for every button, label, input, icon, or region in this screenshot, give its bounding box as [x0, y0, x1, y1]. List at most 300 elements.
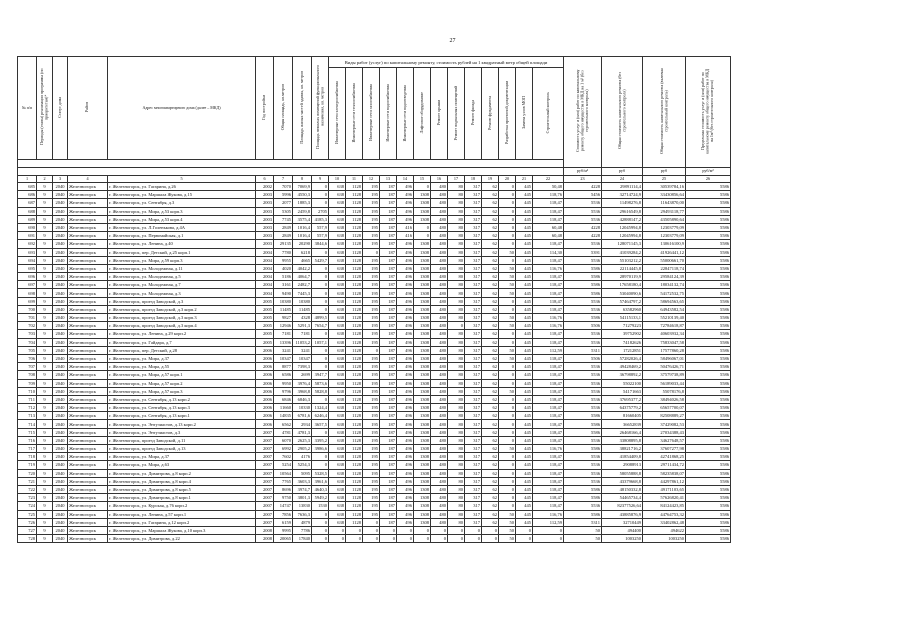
- table-cell: 118,47: [533, 363, 564, 371]
- table-cell: 2040: [53, 215, 68, 223]
- table-cell: 638: [329, 240, 346, 248]
- table-cell: 118,47: [533, 354, 564, 362]
- table-cell: 2040: [53, 183, 68, 191]
- table-cell: 705: [18, 346, 37, 354]
- table-cell: 1128: [346, 281, 363, 289]
- table-cell: 1128: [346, 387, 363, 395]
- table-cell: 5586: [686, 428, 731, 436]
- table-cell: 118,47: [533, 371, 564, 379]
- table-cell: 29493118,77: [643, 207, 686, 215]
- table-cell: 5536: [564, 477, 602, 485]
- table-cell: 84124423,85: [643, 502, 686, 510]
- table-cell: 0: [363, 535, 380, 543]
- table-cell: 0: [414, 535, 431, 543]
- table-cell: 1308: [414, 518, 431, 526]
- table-cell: 1128: [346, 518, 363, 526]
- table-cell: 2040: [53, 223, 68, 231]
- column-number: 26: [686, 176, 731, 183]
- column-number: 17: [448, 176, 465, 183]
- table-cell: 7069,9: [293, 183, 312, 191]
- table-cell: 496: [397, 273, 414, 281]
- table-row: [18, 338, 731, 346]
- table-cell: 54172532,75: [643, 289, 686, 297]
- table-cell: 480: [431, 183, 448, 191]
- table-cell: 5328,5: [312, 469, 329, 477]
- table-cell: 40603932,34: [643, 330, 686, 338]
- table-cell: 496: [397, 322, 414, 330]
- table-cell: 41039284,2: [602, 248, 643, 256]
- table-cell: 195: [363, 289, 380, 297]
- table-cell: 5291,3: [293, 322, 312, 330]
- table-cell: 2040: [53, 199, 68, 207]
- table-cell: Железногорск: [68, 264, 108, 272]
- table-cell: 445: [516, 502, 533, 510]
- table-cell: 638: [329, 322, 346, 330]
- table-cell: 706: [18, 354, 37, 362]
- table-cell: 53040090,6: [602, 289, 643, 297]
- table-cell: 0: [431, 526, 448, 534]
- table-cell: 1128: [346, 371, 363, 379]
- table-cell: 80: [448, 477, 465, 485]
- table-cell: 317: [465, 289, 482, 297]
- table-cell: г. Железногорск, ул. Мира, д.37: [108, 354, 256, 362]
- table-cell: 1308: [414, 445, 431, 453]
- table-cell: 445: [516, 436, 533, 444]
- table-cell: 0: [312, 346, 329, 354]
- table-cell: 480: [431, 420, 448, 428]
- table-row: [18, 207, 731, 215]
- column-number: 9: [312, 176, 329, 183]
- table-row: [18, 183, 731, 191]
- table-cell: 7070: [274, 183, 293, 191]
- table-cell: 1308: [414, 494, 431, 502]
- table-cell: 0: [312, 330, 329, 338]
- table-cell: 5586: [686, 469, 731, 477]
- table-cell: 445: [516, 494, 533, 502]
- table-cell: 1308: [414, 248, 431, 256]
- table-row: [18, 223, 731, 231]
- table-cell: 187: [380, 183, 397, 191]
- table-cell: 3974,7: [293, 485, 312, 493]
- table-cell: 638: [329, 289, 346, 297]
- table-cell: 2004: [256, 289, 274, 297]
- table-cell: 638: [329, 436, 346, 444]
- table-cell: 187: [380, 445, 397, 453]
- table-cell: 50: [499, 445, 516, 453]
- table-cell: 44764753,32: [643, 510, 686, 518]
- table-cell: 317: [465, 363, 482, 371]
- table-cell: 55000661,70: [643, 256, 686, 264]
- table-cell: 2007: [256, 510, 274, 518]
- table-cell: 496: [397, 518, 414, 526]
- table-cell: 2040: [53, 518, 68, 526]
- table-cell: 62: [482, 510, 499, 518]
- table-cell: 187: [380, 412, 397, 420]
- table-cell: 44297861,12: [643, 477, 686, 485]
- table-cell: 0: [312, 535, 329, 543]
- table-cell: 55022100: [602, 379, 643, 387]
- table-cell: 2007: [256, 502, 274, 510]
- table-cell: 38821716,2: [602, 445, 643, 453]
- table-cell: 11053,2: [293, 338, 312, 346]
- table-cell: 496: [397, 191, 414, 199]
- table-cell: 0: [499, 379, 516, 387]
- table-cell: 50: [499, 281, 516, 289]
- table-cell: 638: [329, 395, 346, 403]
- table-cell: Железногорск: [68, 232, 108, 240]
- table-cell: 9: [37, 485, 53, 493]
- column-number: 18: [465, 176, 482, 183]
- table-cell: 3968,8: [293, 387, 312, 395]
- table-cell: 638: [329, 485, 346, 493]
- table-cell: 1308: [414, 453, 431, 461]
- table-cell: г. Железногорск, ул. Молодежная, д.5: [108, 273, 256, 281]
- table-cell: 0: [499, 485, 516, 493]
- table-cell: 5586: [686, 199, 731, 207]
- table-cell: 128071145,3: [602, 240, 643, 248]
- table-cell: 187: [380, 256, 397, 264]
- table-cell: 1308: [414, 477, 431, 485]
- table-cell: 2040: [53, 363, 68, 371]
- table-cell: 1128: [346, 477, 363, 485]
- table-cell: 690: [18, 223, 37, 231]
- table-cell: 723: [18, 494, 37, 502]
- col-water-header: Инженерные сети водоснабжения: [380, 68, 397, 160]
- table-cell: 9: [37, 510, 53, 518]
- unit-rub-m2: руб/м²: [564, 168, 602, 176]
- table-cell: 80: [448, 363, 465, 371]
- table-cell: 1308: [414, 305, 431, 313]
- table-cell: 2040: [53, 305, 68, 313]
- column-number: 1: [18, 176, 37, 183]
- table-cell: 1308: [414, 314, 431, 322]
- table-cell: 0: [414, 232, 431, 240]
- table-cell: 5586: [686, 322, 731, 330]
- table-cell: 0: [499, 494, 516, 502]
- table-cell: г. Железногорск, ул. Молодежная, д.7: [108, 281, 256, 289]
- table-cell: 43505890,64: [643, 215, 686, 223]
- table-row: [18, 264, 731, 272]
- table-cell: 5586: [686, 445, 731, 453]
- table-cell: 195: [363, 387, 380, 395]
- table-cell: 80: [448, 338, 465, 346]
- table-cell: 55210139,40: [643, 314, 686, 322]
- table-cell: 0: [329, 535, 346, 543]
- table-cell: 9: [37, 420, 53, 428]
- table-cell: 708: [18, 371, 37, 379]
- table-cell: 0: [312, 510, 329, 518]
- table-cell: 50: [499, 346, 516, 354]
- table-cell: 82377526,64: [602, 502, 643, 510]
- table-cell: 445: [516, 273, 533, 281]
- table-cell: 118,47: [533, 297, 564, 305]
- table-cell: 50: [499, 273, 516, 281]
- table-cell: 0: [312, 354, 329, 362]
- table-cell: 5536: [564, 338, 602, 346]
- table-cell: 317: [465, 387, 482, 395]
- table-cell: г. Железногорск, ул. Мира, д.55: [108, 363, 256, 371]
- column-number: 23: [564, 176, 602, 183]
- table-cell: 48150332,8: [602, 485, 643, 493]
- table-cell: 9: [37, 330, 53, 338]
- table-cell: Железногорск: [68, 183, 108, 191]
- table-cell: 9: [37, 338, 53, 346]
- table-cell: Железногорск: [68, 477, 108, 485]
- table-cell: Железногорск: [68, 256, 108, 264]
- table-cell: 1308: [414, 354, 431, 362]
- table-cell: 187: [380, 494, 397, 502]
- table-cell: 480: [431, 232, 448, 240]
- col-roof-header: Ремонт крыши: [431, 68, 448, 160]
- table-cell: 2006: [256, 379, 274, 387]
- table-cell: 130616100,9: [643, 240, 686, 248]
- table-cell: 2005: [256, 330, 274, 338]
- table-cell: 5536: [564, 330, 602, 338]
- table-cell: Железногорск: [68, 273, 108, 281]
- column-number: 22: [533, 176, 564, 183]
- table-cell: 0: [499, 338, 516, 346]
- table-cell: 195: [363, 223, 380, 231]
- table-cell: 5586: [686, 387, 731, 395]
- table-cell: 1308: [414, 436, 431, 444]
- table-cell: 1128: [346, 289, 363, 297]
- table-cell: 691: [18, 232, 37, 240]
- table-cell: 480: [431, 314, 448, 322]
- table-cell: 60,48: [533, 232, 564, 240]
- table-cell: 80: [448, 420, 465, 428]
- table-cell: 480: [431, 346, 448, 354]
- table-cell: 80: [448, 518, 465, 526]
- table-cell: 1128: [346, 412, 363, 420]
- table-cell: 3241: [274, 346, 293, 354]
- col-basement-header: Ремонт подвальных помещений: [448, 68, 465, 160]
- table-cell: 2040: [53, 281, 68, 289]
- table-cell: 187: [380, 518, 397, 526]
- table-cell: 0: [380, 526, 397, 534]
- table-cell: 2040: [53, 420, 68, 428]
- table-cell: 638: [329, 297, 346, 305]
- table-cell: 195: [363, 191, 380, 199]
- table-cell: 43885876,9: [602, 510, 643, 518]
- table-cell: 9: [37, 264, 53, 272]
- table-cell: 5586: [564, 445, 602, 453]
- table-cell: Железногорск: [68, 207, 108, 215]
- table-cell: 118,47: [533, 281, 564, 289]
- table-cell: 1128: [346, 314, 363, 322]
- table-cell: 480: [431, 240, 448, 248]
- table-cell: 5586: [686, 510, 731, 518]
- table-cell: 57626820,41: [643, 494, 686, 502]
- table-cell: 1128: [346, 436, 363, 444]
- table-cell: 1308: [414, 281, 431, 289]
- table-cell: 4042,2: [293, 264, 312, 272]
- table-cell: 4020: [274, 264, 293, 272]
- table-cell: 496: [397, 289, 414, 297]
- table-cell: 195: [363, 322, 380, 330]
- table-cell: 9: [37, 207, 53, 215]
- table-cell: 187: [380, 215, 397, 223]
- table-cell: 2006: [256, 395, 274, 403]
- table-cell: 726: [18, 518, 37, 526]
- table-cell: Железногорск: [68, 526, 108, 534]
- table-cell: 195: [363, 428, 380, 436]
- table-cell: 64943582,54: [643, 305, 686, 313]
- table-cell: 3657,5: [312, 420, 329, 428]
- table-row: [18, 273, 731, 281]
- column-number: 24: [602, 176, 643, 183]
- table-cell: 187: [380, 404, 397, 412]
- table-row: [18, 510, 731, 518]
- table-cell: 5536: [564, 371, 602, 379]
- table-cell: 445: [516, 363, 533, 371]
- table-cell: 445: [516, 330, 533, 338]
- table-cell: 2934: [293, 420, 312, 428]
- table-cell: 80: [448, 207, 465, 215]
- table-cell: 2040: [53, 445, 68, 453]
- table-header: [18, 57, 731, 183]
- table-cell: 187: [380, 264, 397, 272]
- table-cell: 480: [431, 256, 448, 264]
- table-cell: 5586: [686, 461, 731, 469]
- column-number: 15: [414, 176, 431, 183]
- table-cell: 709: [18, 379, 37, 387]
- table-cell: Железногорск: [68, 445, 108, 453]
- table-cell: 1128: [346, 232, 363, 240]
- table-cell: 5586: [564, 289, 602, 297]
- table-cell: 728: [18, 535, 37, 543]
- table-cell: 62: [482, 469, 499, 477]
- table-cell: 75833047,58: [643, 338, 686, 346]
- table-row: [18, 289, 731, 297]
- table-cell: 1128: [346, 191, 363, 199]
- table-cell: г. Железногорск, проезд Заводской, д.3 корп.3: [108, 314, 256, 322]
- table-cell: 17658180,4: [602, 281, 643, 289]
- table-cell: 0: [499, 420, 516, 428]
- table-cell: 445: [516, 338, 533, 346]
- table-cell: 0: [312, 461, 329, 469]
- table-cell: 5586: [686, 305, 731, 313]
- table-cell: 9: [37, 191, 53, 199]
- table-cell: 118,47: [533, 502, 564, 510]
- table-cell: 29891114,4: [602, 183, 643, 191]
- table-cell: 10380: [293, 297, 312, 305]
- table-cell: Железногорск: [68, 305, 108, 313]
- table-cell: 39752902: [602, 330, 643, 338]
- table-cell: 6992: [274, 445, 293, 453]
- table-cell: 34627648,57: [643, 436, 686, 444]
- table-cell: 5828,8: [312, 387, 329, 395]
- table-cell: 195: [363, 461, 380, 469]
- table-cell: 2040: [53, 535, 68, 543]
- table-cell: 118,47: [533, 240, 564, 248]
- table-cell: 697: [18, 281, 37, 289]
- table-cell: 317: [465, 273, 482, 281]
- table-cell: 0: [380, 535, 397, 543]
- table-cell: 10330: [293, 404, 312, 412]
- table-cell: 5536: [564, 436, 602, 444]
- table-cell: 638: [329, 215, 346, 223]
- table-cell: 62: [482, 240, 499, 248]
- table-cell: 694: [18, 256, 37, 264]
- table-cell: 1128: [346, 354, 363, 362]
- table-cell: 7780: [274, 248, 293, 256]
- table-cell: 50: [499, 387, 516, 395]
- table-cell: 62: [482, 207, 499, 215]
- table-cell: 445: [516, 264, 533, 272]
- table-cell: 638: [329, 420, 346, 428]
- table-cell: 0: [499, 453, 516, 461]
- table-cell: 80: [448, 330, 465, 338]
- table-cell: 80: [448, 502, 465, 510]
- table-cell: 2040: [53, 191, 68, 199]
- table-cell: 480: [431, 297, 448, 305]
- table-cell: 5586: [686, 453, 731, 461]
- table-cell: 6846: [274, 395, 293, 403]
- table-cell: 720: [18, 469, 37, 477]
- table-row: [18, 502, 731, 510]
- table-cell: 62: [482, 183, 499, 191]
- table-cell: 496: [397, 256, 414, 264]
- table-cell: 2625,3: [293, 436, 312, 444]
- table-cell: 0: [465, 535, 482, 543]
- table-cell: 445: [516, 314, 533, 322]
- table-cell: 118,47: [533, 461, 564, 469]
- table-cell: 2040: [53, 346, 68, 354]
- table-cell: 496: [397, 248, 414, 256]
- table-cell: 6781,6: [293, 412, 312, 420]
- table-cell: 1308: [414, 379, 431, 387]
- table-cell: 5536: [564, 240, 602, 248]
- table-cell: 50: [499, 526, 516, 534]
- table-cell: 62: [482, 305, 499, 313]
- table-cell: 9: [37, 248, 53, 256]
- table-cell: 317: [465, 428, 482, 436]
- table-cell: 80: [448, 510, 465, 518]
- table-cell: 638: [329, 412, 346, 420]
- table-cell: 80: [448, 412, 465, 420]
- table-cell: 638: [329, 191, 346, 199]
- table-cell: 5586: [686, 420, 731, 428]
- table-cell: г. Железногорск, ул. Димитрова, д.8 корп.1: [108, 494, 256, 502]
- table-cell: 0: [414, 183, 431, 191]
- table-cell: Железногорск: [68, 199, 108, 207]
- table-cell: 496: [397, 330, 414, 338]
- table-cell: 9: [37, 240, 53, 248]
- table-cell: 9: [37, 445, 53, 453]
- table-cell: 62: [482, 445, 499, 453]
- table-row: [18, 330, 731, 338]
- table-cell: 0: [363, 518, 380, 526]
- table-cell: 11498276,8: [602, 199, 643, 207]
- table-cell: 37429082,53: [643, 420, 686, 428]
- table-cell: 445: [516, 215, 533, 223]
- table-cell: 6070: [274, 436, 293, 444]
- table-cell: 12303779,09: [643, 232, 686, 240]
- table-cell: 1128: [346, 330, 363, 338]
- table-cell: 445: [516, 322, 533, 330]
- table-cell: 1128: [346, 494, 363, 502]
- table-cell: 9796: [274, 387, 293, 395]
- table-cell: 12045994,8: [602, 223, 643, 231]
- table-cell: 2007: [256, 428, 274, 436]
- table-cell: 187: [380, 289, 397, 297]
- table-cell: 1003250: [602, 535, 643, 543]
- table-cell: 317: [465, 330, 482, 338]
- table-cell: 14835: [274, 412, 293, 420]
- table-cell: 9: [37, 199, 53, 207]
- table-cell: 5586: [564, 281, 602, 289]
- table-cell: 480: [431, 445, 448, 453]
